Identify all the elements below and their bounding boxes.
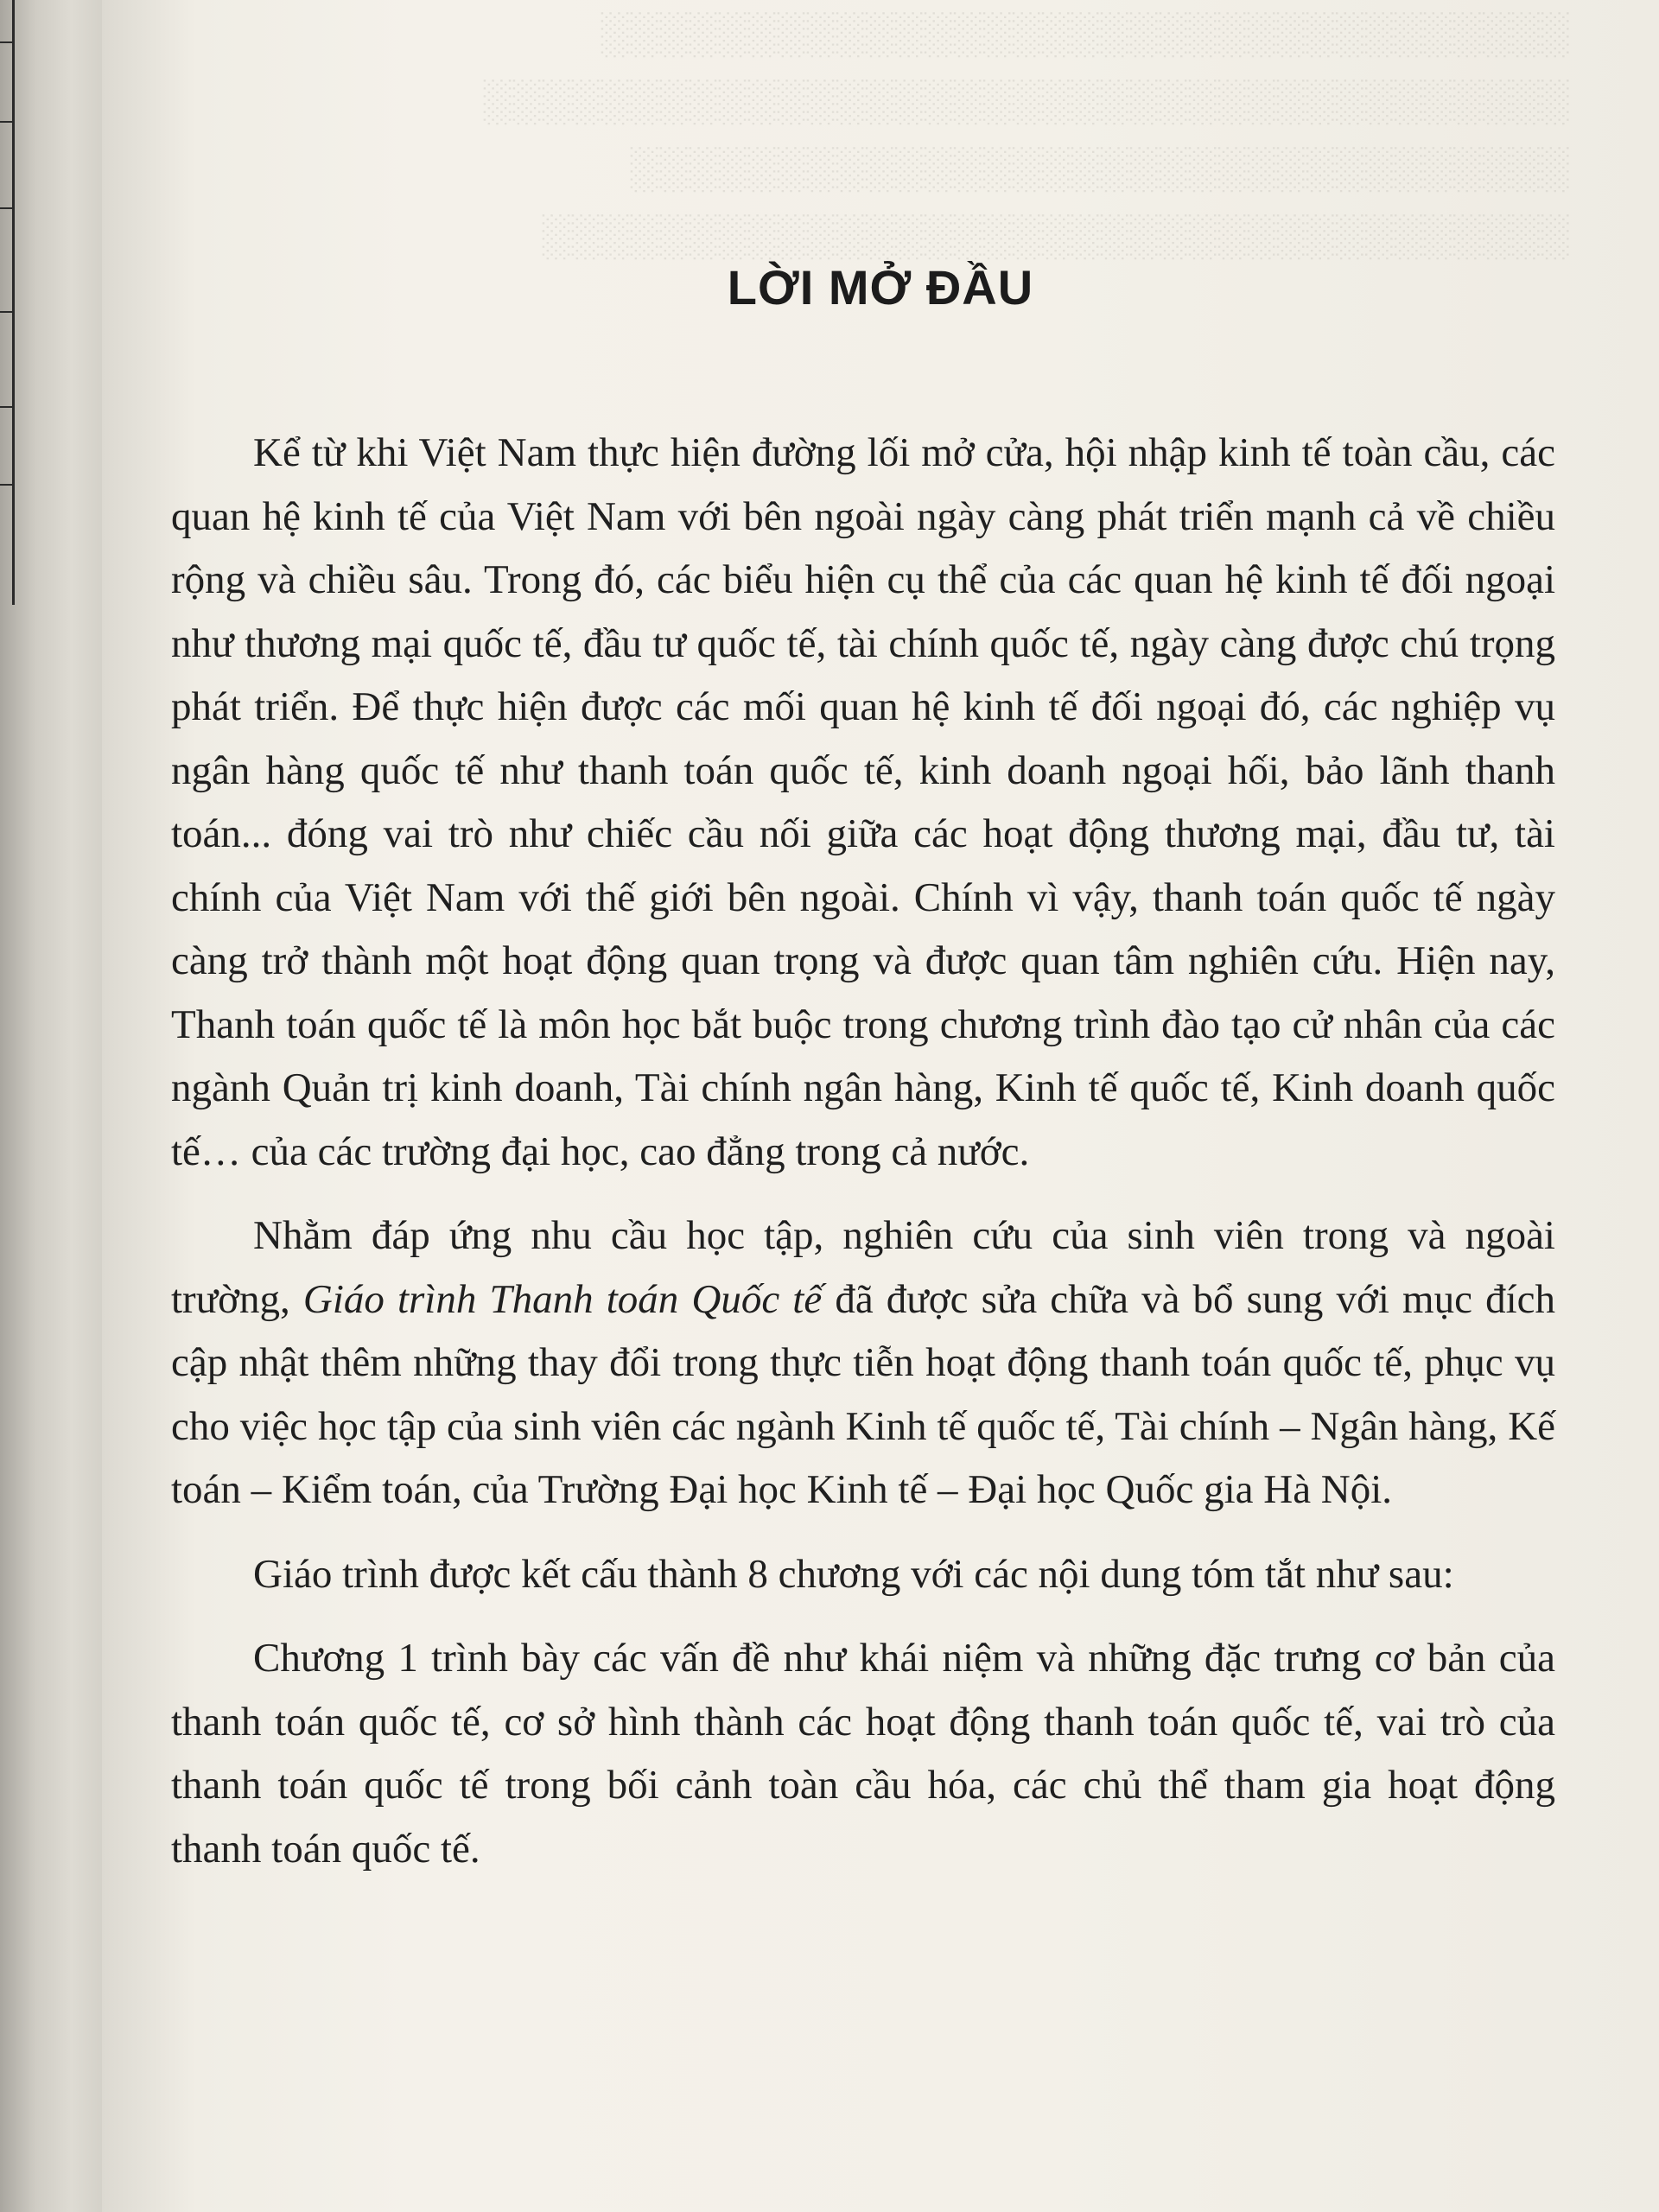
- page-edge-mark: [0, 121, 12, 123]
- paragraph: Chương 1 trình bày các vấn đề như khái niệm và những đặc trưng cơ bản của thanh toán quốc tế, cơ sở hình thành các hoạt động thanh toán quốc tế, vai trò của thanh toán quốc tế trong bối cảnh toàn cầu hóa, các chủ thể tham gia hoạt động thanh toán quốc tế.: [171, 1636, 1555, 1872]
- page-edge-mark: [0, 484, 12, 486]
- book-page: [102, 0, 1659, 2212]
- paragraph: Kể từ khi Việt Nam thực hiện đường lối mở cửa, hội nhập kinh tế toàn cầu, các quan hệ kinh tế của Việt Nam với bên ngoài ngày càng phát triển mạnh cả về chiều rộng và chiều sâu. Trong đó, các biểu hiện cụ thể của các quan hệ kinh tế đối ngoại như thương mại quốc tế, đầu tư quốc tế, tài chính quốc tế, ngày càng được chú trọng phát triển. Để thực hiện được các mối quan hệ kinh tế đối ngoại đó, các nghiệp vụ ngân hàng quốc tế như thanh toán quốc tế, kinh doanh ngoại hối, bảo lãnh thanh toán... đóng vai trò như chiếc cầu nối giữa các hoạt động thương mại, đầu tư, tài chính của Việt Nam với thế giới bên ngoài. Chính vì vậy, thanh toán quốc tế ngày càng trở thành một hoạt động quan trọng và được quan tâm nghiên cứu. Hiện nay, Thanh toán quốc tế là môn học bắt buộc trong chương trình đào tạo cử nhân của các ngành Quản trị kinh doanh, Tài chính ngân hàng, Kinh tế quốc tế, Kinh doanh quốc tế… của các trường đại học, cao đẳng trong cả nước.: [171, 430, 1555, 1174]
- page-title: LỜI MỞ ĐẦU: [727, 260, 1034, 315]
- bleed-through-texture: ░░░░░░░░░░░░░░░░░░░░░░░░░░░░░░░░░ ░░░░░░░░░░░░░░░░░░░░░░░░░░░░░░░░░░░░░ ░░░░░░░░░░░░░░░░░░░░░░░░░░░░░░░░ ░░░░░░░░░░░░░░░░░░░░░░░░░░░░░░░░░░░: [483, 10, 1571, 258]
- body-text: [171, 422, 1555, 1902]
- paragraph: [171, 1205, 1555, 1522]
- binding-line: [12, 0, 15, 605]
- page-edge-mark: [0, 406, 12, 408]
- page-edge-mark: [0, 207, 12, 209]
- page-edge-mark: [0, 311, 12, 313]
- paragraph-text: đã được sửa chữa và bổ sung với mục đích cập nhật thêm những thay đổi trong thực tiễn hoạt động thanh toán quốc tế, phục vụ cho việc học tập của sinh viên các ngành Kinh tế quốc tế, Tài chính – Ngân hàng, Kế toán – Kiểm toán, của Trường Đại học Kinh tế – Đại học Quốc gia Hà Nội.: [171, 1276, 1555, 1512]
- paragraph-text: Nhằm đáp ứng nhu cầu học tập, nghiên cứu của sinh viên trong và ngoài trường,: [171, 1213, 1555, 1322]
- adjacent-page-edge: [0, 0, 102, 2212]
- paragraph: Giáo trình được kết cấu thành 8 chương với các nội dung tóm tắt như sau:: [253, 1551, 1454, 1597]
- book-title-italic: Giáo trình Thanh toán Quốc tế: [302, 1276, 823, 1322]
- page-edge-mark: [0, 41, 12, 43]
